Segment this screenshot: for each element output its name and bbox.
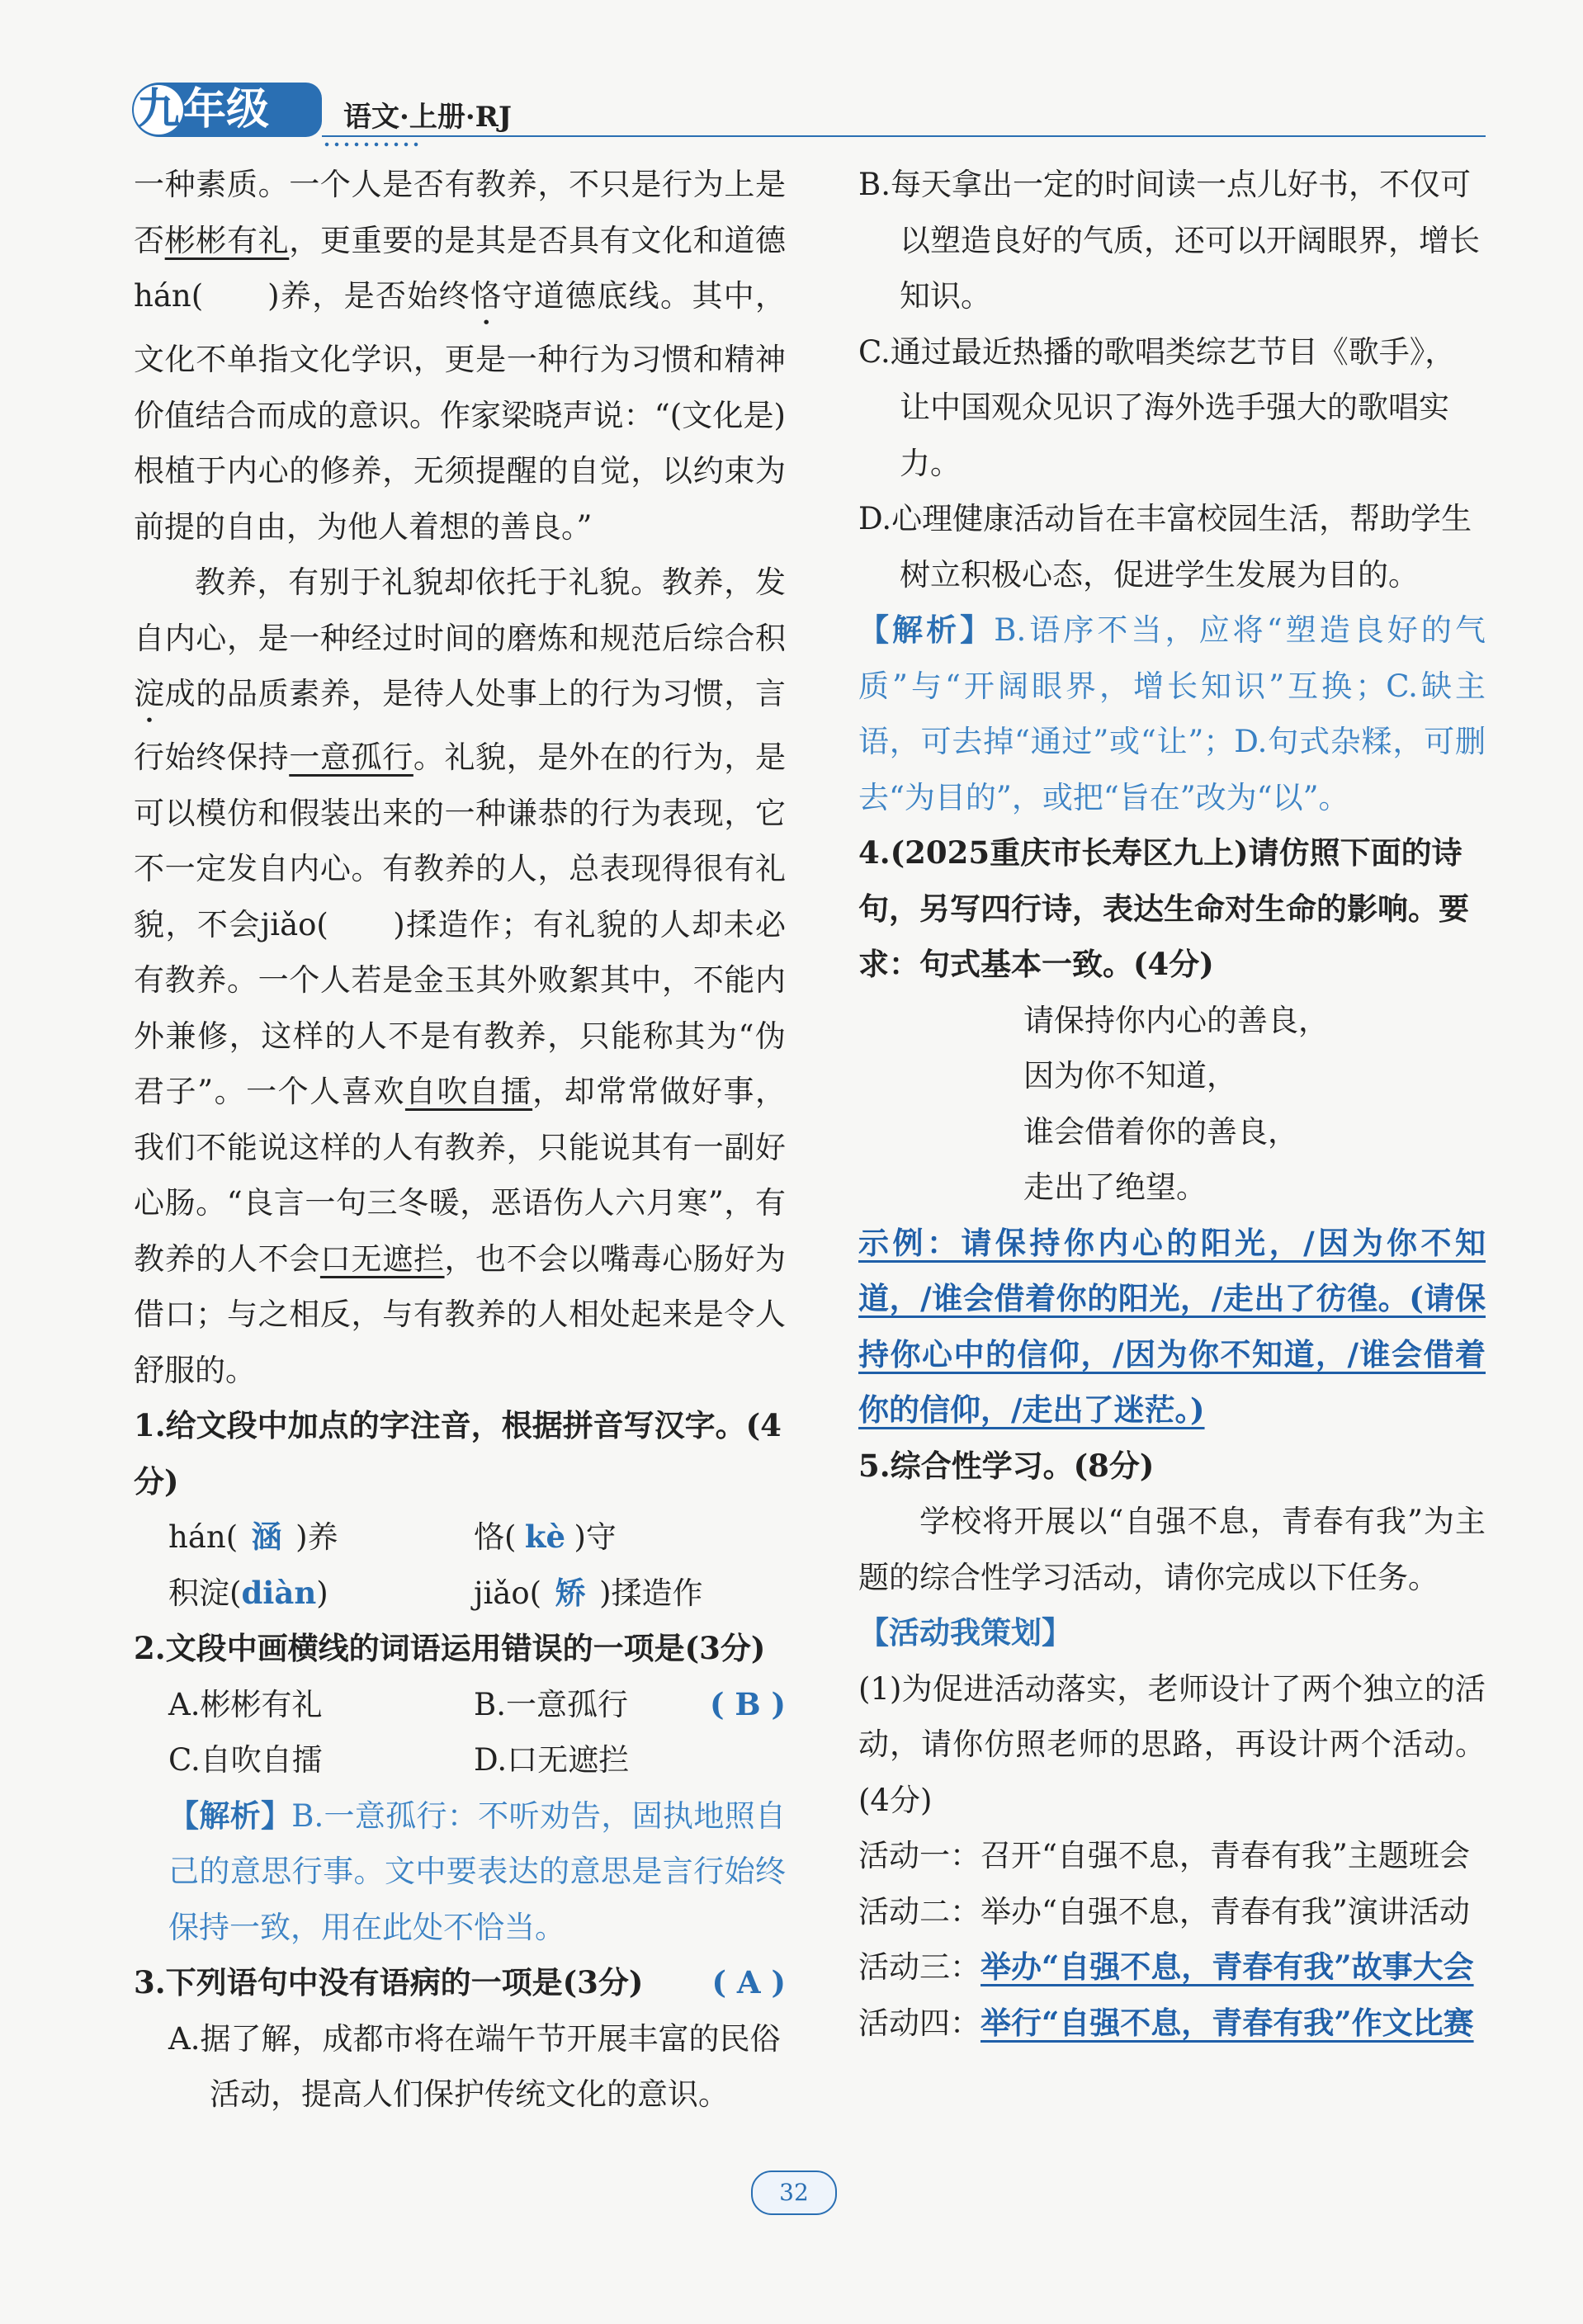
q3-option-c: C.通过最近热播的歌唱类综艺节目《歌手》，让中国观众见识了海外选手强大的歌唱实力。 — [858, 333, 1456, 481]
poem-line-4: 走出了绝望。 — [1023, 1169, 1207, 1205]
header-dots — [322, 142, 421, 147]
grade-badge-rest: 年级 — [183, 84, 270, 135]
p2-run-2: 成的品质素养，是待人处事上的行为习惯，言行始终保持 — [134, 676, 787, 775]
question-3-analysis: 【解析】B.语序不当，应将“塑造良好的气质”与“开阔眼界，增长知识”互换；C.缺主语，可去掉“通过”或“让”；D.句式杂糅，可删去“为目的”，或把“旨在”改为“以”。 — [858, 612, 1486, 815]
question-3 — [134, 1955, 786, 2011]
q3-option-a: A.据了解，成都市将在端午节开展丰富的民俗活动，提高人们保护传统文化的意识。 — [168, 2020, 781, 2112]
question-4 — [858, 825, 1486, 993]
question-4-stem: 4.(2025重庆市长寿区九上)请仿照下面的诗句，另写四行诗，表达生命对生命的影响。要求：句式基本一致。(4分) — [858, 834, 1469, 982]
question-4-answer: 示例：请保持你内心的阳光，/因为你不知道，/谁会借着你的阳光，/走出了彷徨。(请保持你心中的信仰，/因为你不知道，/谁会借着你的信仰，/走出了迷茫。) — [858, 1224, 1486, 1428]
poem-line-2: 因为你不知道， — [1023, 1058, 1237, 1094]
activity-3: 活动三：举办“自强不息，青春有我”故事大会 — [858, 1948, 1474, 1985]
p2-run-0: 教养，有别于礼貌却依托于礼貌。教养，发自内心，是一种经过时间的磨炼和规范后综合积 — [134, 564, 786, 656]
left-column — [134, 157, 786, 2123]
p2-run-1: 淀 — [134, 676, 165, 711]
section-tag-activity-plan: 【活动我策划】 — [858, 1614, 1072, 1651]
page-number: 32 — [751, 2170, 837, 2215]
poem-line-3: 谁会借着你的善良， — [1023, 1113, 1298, 1150]
q1-item-1: hán( 涵 )养 — [168, 1519, 338, 1555]
question-3-stem: 3.下列语句中没有语病的一项是(3分) — [134, 1964, 644, 2000]
question-1-stem: 1.给文段中加点的字注音，根据拼音写汉字。(4分) — [134, 1407, 782, 1500]
question-2-answer: ( B ) — [709, 1685, 786, 1722]
question-2-analysis: 【解析】B.一意孤行：不听劝告，固执地照自己的意思行事。文中要表达的意思是言行始终保持一致，用在此处不恰当。 — [168, 1797, 787, 1945]
q1-item-2: 恪( kè )守 — [474, 1519, 617, 1555]
question-3-answer: ( A ) — [711, 1964, 786, 2000]
q2-option-c: C.自吹自擂 — [168, 1742, 323, 1778]
q1-item-4: jiǎo( 矫 )揉造作 — [474, 1574, 703, 1611]
passage-paragraph-2 — [134, 555, 786, 1398]
p1-run-2: ，更重要的是其是否具有文化和道德hán( )养，是否始终 — [134, 222, 787, 314]
question-5 — [858, 1438, 1486, 1495]
page-header — [132, 83, 1486, 149]
p1-run-0: 一种素质。一个人是否有教养，不只是行为上是否 — [134, 167, 786, 258]
q3-option-b: B.每天拿出一定的时间读一点儿好书，不仅可以塑造良好的气质，还可以开阔眼界，增长知识。 — [858, 167, 1480, 314]
p2-run-5: 自吹自擂 — [404, 1074, 533, 1109]
subject-label: 语文·上册·RJ — [343, 101, 513, 134]
p2-run-4: 。礼貌，是外在的行为，是可以模仿和假装出来的一种谦恭的行为表现，它不一定发自内心。有教养的人，总表现得很有礼貌，不会jiǎo( )揉造作；有礼貌的人却未必有教养。一个人若是金玉其外败絮其中，不能内外兼修，这样的人不是有教养，只能称其为“伪君子”。一个人喜欢 — [134, 739, 787, 1109]
question-2-options — [134, 1677, 710, 1788]
p2-run-7: 口无遮拦 — [319, 1240, 445, 1277]
activity-1: 活动一：召开“自强不息，青春有我”主题班会 — [858, 1838, 1470, 1873]
passage-paragraph-1 — [134, 157, 786, 555]
question-5-task-1: (1)为促进活动落实，老师设计了两个独立的活动，请你仿照老师的思路，再设计两个活动。(4分) — [858, 1670, 1486, 1818]
q3-option-d: D.心理健康活动旨在丰富校园生活，帮助学生树立积极心态，促进学生发展为目的。 — [858, 501, 1472, 593]
q1-item-3: 积淀(diàn) — [168, 1574, 328, 1611]
p1-run-4: 守道德底线。其中，文化不单指文化学识，更是一种行为习惯和精神价值结合而成的意识。作家梁晓声说：“(文化是)根植于内心的修养，无须提醒的自觉，以约束为前提的自由，为他人着想的善良。” — [134, 278, 787, 545]
q2-option-b: B.一意孤行 — [474, 1686, 628, 1722]
poem-line-1: 请保持你内心的善良， — [1023, 1002, 1329, 1038]
activity-4: 活动四：举行“自强不息，青春有我”作文比赛 — [858, 2004, 1474, 2041]
question-1 — [134, 1398, 786, 1509]
q2-option-d: D.口无遮拦 — [474, 1742, 630, 1778]
p1-run-3: 恪 — [470, 278, 503, 314]
header-rule — [322, 135, 1486, 137]
q2-option-a: A.彬彬有礼 — [168, 1686, 323, 1722]
p1-run-1: 彬彬有礼 — [164, 222, 290, 258]
p2-run-8: ，也不会以嘴毒心肠好为借口；与之相反，与有教养的人相处起来是令人舒服的。 — [134, 1240, 787, 1388]
grade-badge-first: 九 — [134, 85, 183, 135]
question-5-intro: 学校将开展以“自强不息，青春有我”为主题的综合性学习活动，请你完成以下任务。 — [858, 1504, 1486, 1595]
grade-badge — [132, 83, 322, 137]
activity-2: 活动二：举办“自强不息，青春有我”演讲活动 — [858, 1893, 1470, 1930]
question-5-stem: 5.综合性学习。(8分) — [858, 1447, 1155, 1484]
question-2-stem: 2.文段中画横线的词语运用错误的一项是(3分) — [134, 1630, 766, 1666]
p2-run-6: ，却常常做好事，我们不能说这样的人有教养，只能说其有一副好心肠。“良言一句三冬暖，恶语伤人六月寒”，有教养的人不会 — [134, 1074, 787, 1277]
right-column — [858, 157, 1486, 2051]
question-1-answers — [134, 1509, 786, 1621]
p2-run-3: 一意孤行 — [289, 739, 413, 775]
